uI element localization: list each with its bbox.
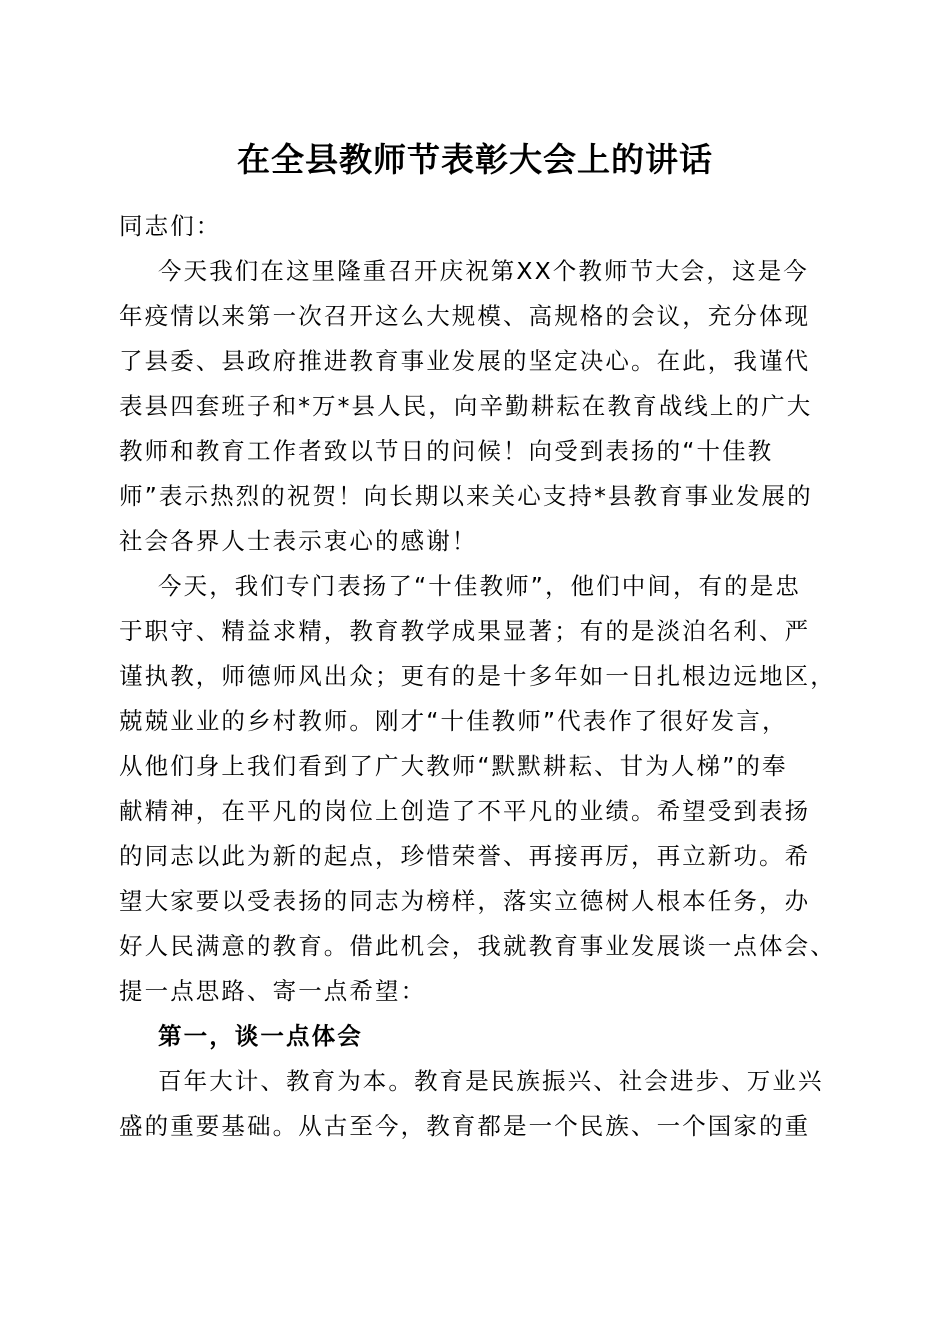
paragraph-line: 献精神，在平凡的岗位上创造了不平凡的业绩。希望受到表扬: [119, 797, 811, 825]
paragraph-line: 表县四套班子和*万*县人民，向辛勤耕耘在教育战线上的广大: [119, 392, 813, 420]
document-title: 在全县教师节表彰大会上的讲话: [237, 140, 713, 179]
paragraph-line: 好人民满意的教育。借此机会，我就教育事业发展谈一点体会、: [119, 932, 836, 960]
salutation-line: 同志们：: [119, 212, 222, 240]
paragraph-line: 望大家要以受表扬的同志为榜样，落实立德树人根本任务，办: [119, 887, 811, 915]
paragraph-line: 兢兢业业的乡村教师。刚才“十佳教师”代表作了很好发言，: [119, 707, 788, 735]
paragraph-line: 百年大计、教育为本。教育是民族振兴、社会进步、万业兴: [158, 1067, 824, 1095]
paragraph-line: 社会各界人士表示衷心的感谢！: [119, 527, 478, 555]
paragraph-line: 教师和教育工作者致以节日的问候！向受到表扬的“十佳教: [119, 437, 774, 465]
paragraph-line: 谨执教，师德师风出众；更有的是十多年如一日扎根边远地区，: [119, 662, 836, 690]
paragraph-line: 盛的重要基础。从古至今，教育都是一个民族、一个国家的重: [119, 1112, 811, 1140]
paragraph-line: 的同志以此为新的起点，珍惜荣誉、再接再厉，再立新功。希: [119, 842, 811, 870]
paragraph-line: 提一点思路、寄一点希望：: [119, 977, 427, 1005]
paragraph-line: 师”表示热烈的祝贺！向长期以来关心支持*县教育事业发展的: [119, 482, 813, 510]
paragraph-line: 今天，我们专门表扬了“十佳教师”，他们中间，有的是忠: [158, 572, 801, 600]
paragraph-line: 于职守、精益求精，教育教学成果显著；有的是淡泊名利、严: [119, 617, 811, 645]
paragraph-line: 年疫情以来第一次召开这么大规模、高规格的会议，充分体现: [119, 302, 811, 330]
paragraph-line: 今天我们在这里隆重召开庆祝第XX个教师节大会，这是今: [158, 257, 809, 285]
paragraph-line: 从他们身上我们看到了广大教师“默默耕耘、甘为人梯”的奉: [119, 752, 788, 780]
section-heading: 第一，谈一点体会: [158, 1022, 363, 1050]
paragraph-line: 了县委、县政府推进教育事业发展的坚定决心。在此，我谨代: [119, 347, 811, 375]
